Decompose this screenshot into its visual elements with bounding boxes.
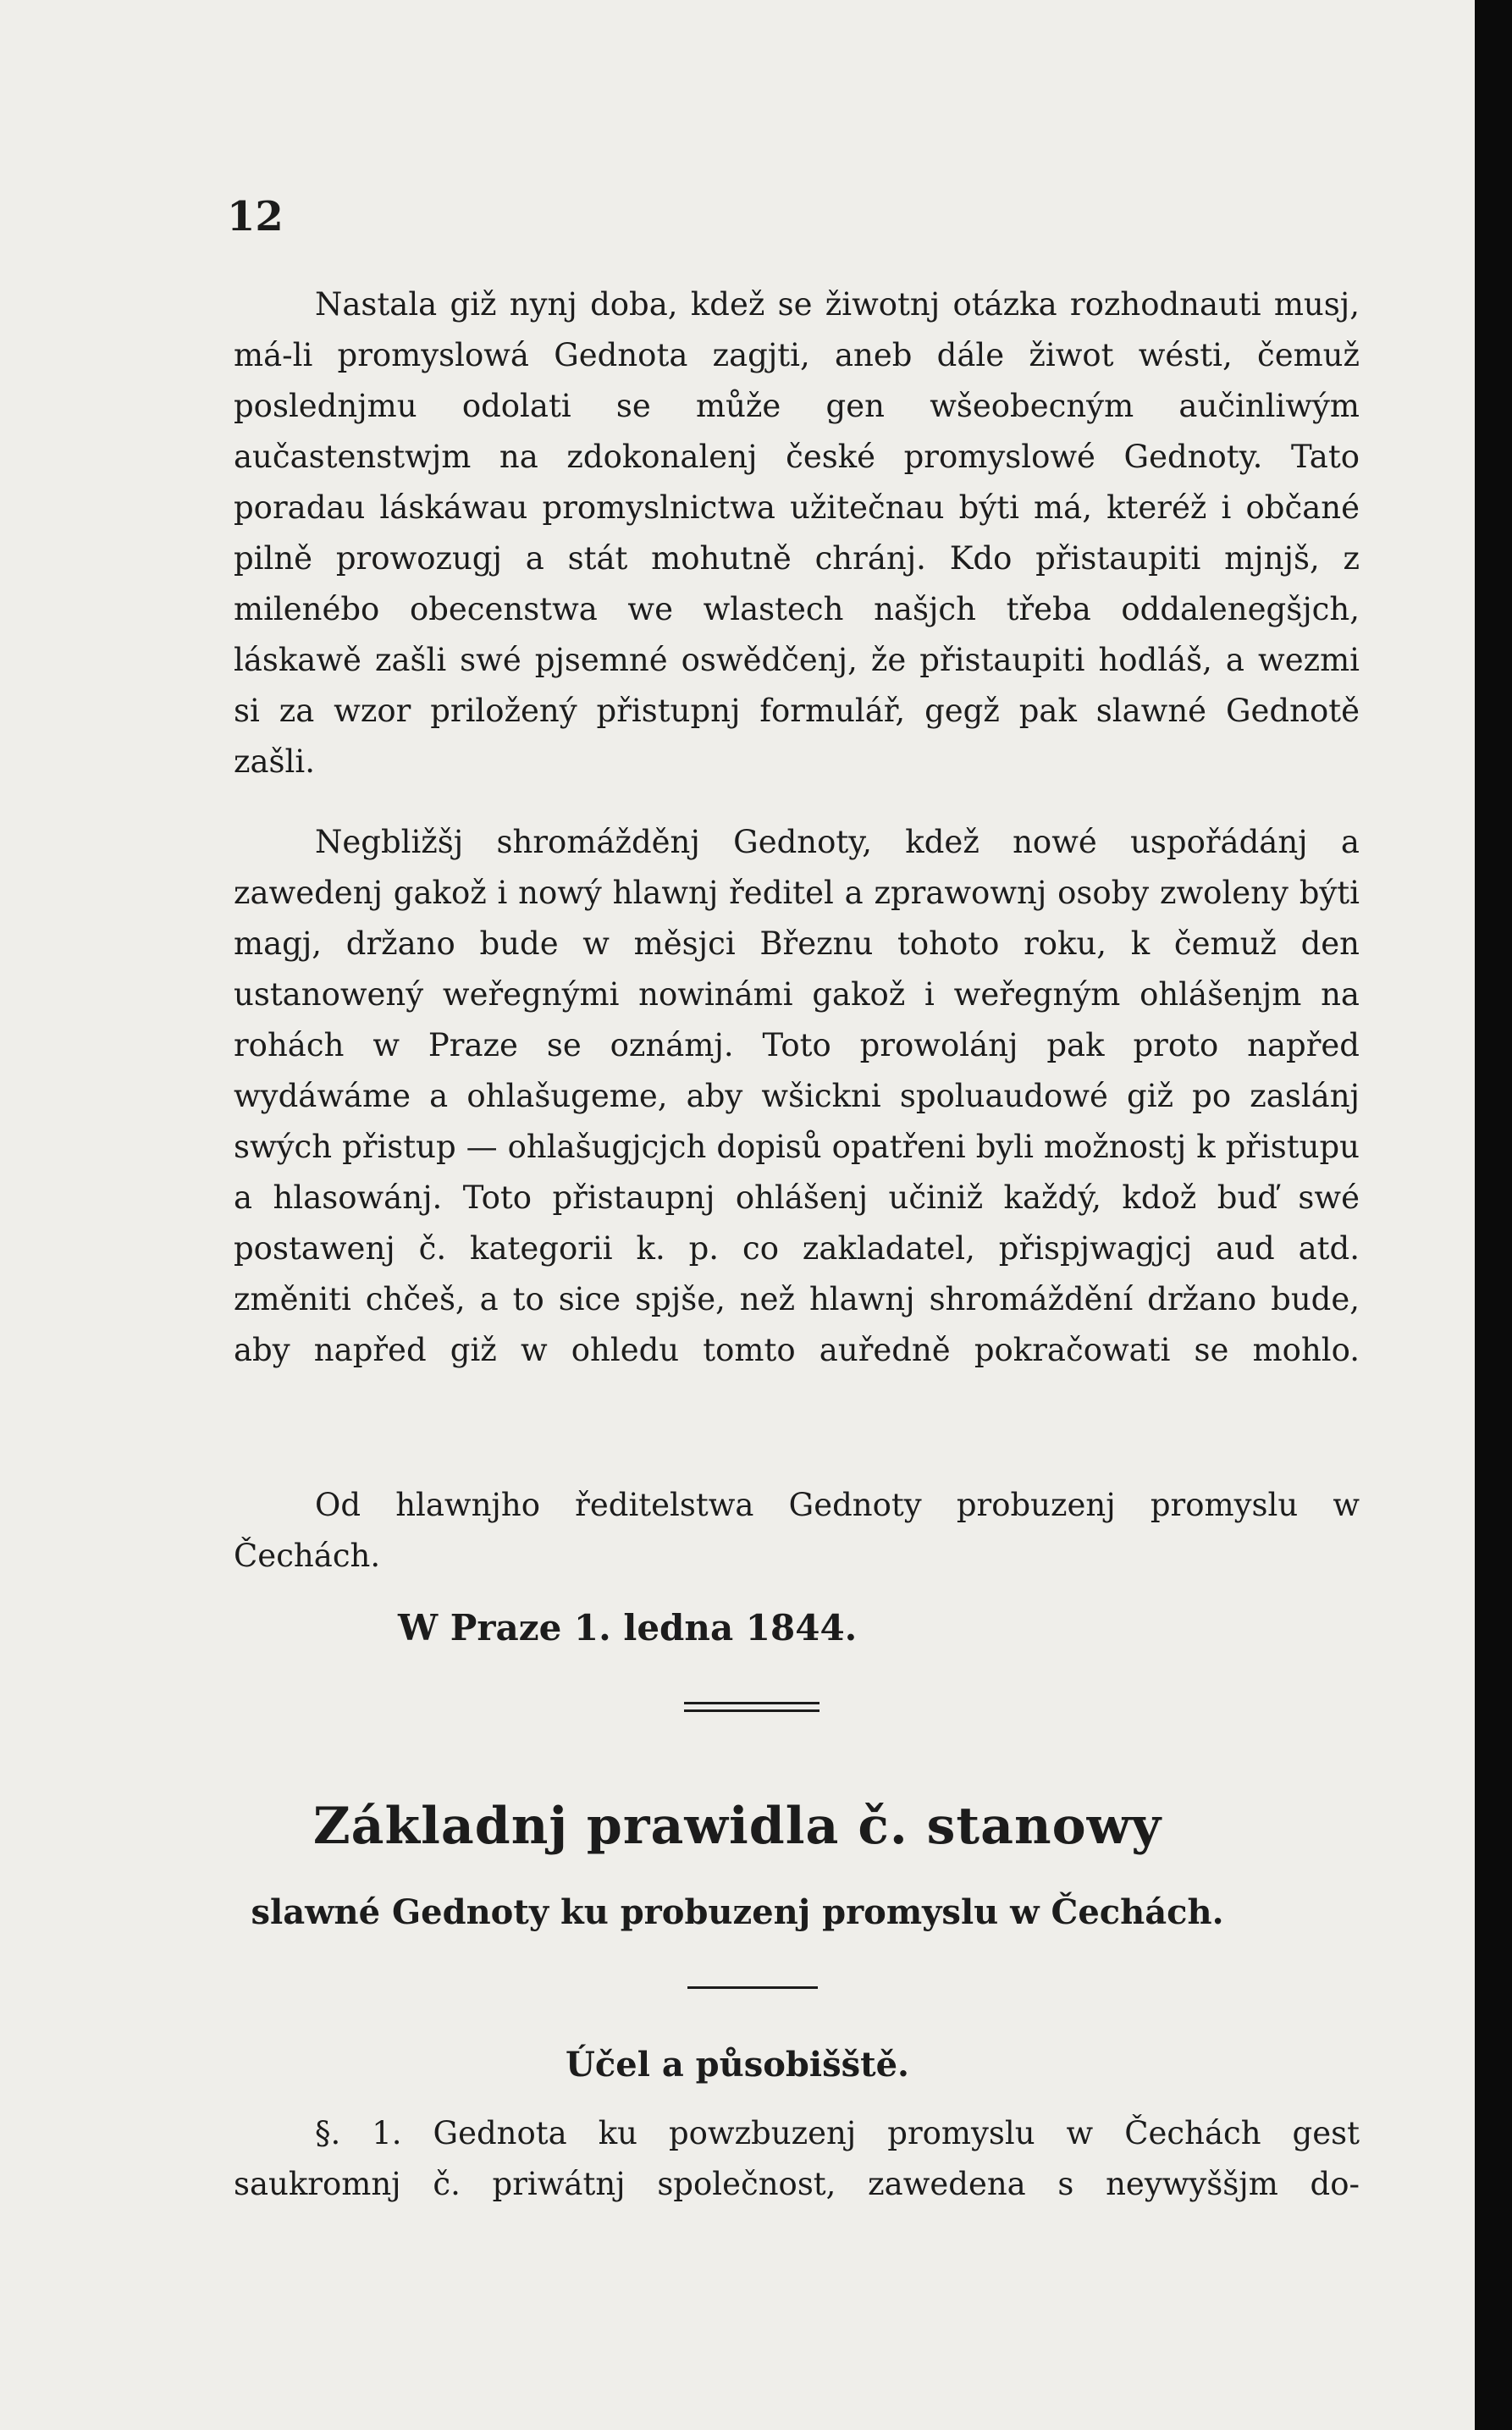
date-line: W Praze 1. ledna 1844. [398,1607,858,1649]
rules-title: Základnj prawidla č. stanowy [312,1797,1162,1856]
page-number: 12 [227,193,284,240]
scan-edge [1475,0,1512,2430]
signature-line: Od hlawnjho ředitelstwa Gednoty probuzenj promyslu w Čechách. [234,1487,1360,1574]
section-line-2: saukromnj č. priwátnj společnost, zawedena s neywyššjm do- [234,2166,1360,2202]
section-heading: Účel a působišště. [566,2045,909,2085]
section-paragraph [234,2108,1360,2210]
paragraph-2: Negbližšj shromážděnj Gednoty, kdež nowé uspořádánj a zawedenj gakož i nowý hlawnj ředitel a zprawownj osoby zwoleny býti magj, držano bude w měsjci Březnu tohoto roku, k čemuž den ustanowený weřegnými nowinámi gakož i weřegným ohlášenjm na rohách w Praze se oznámj. Toto prowolánj pak proto napřed wydáwáme a ohlašugeme, aby wšickni spoluaudowé giž po zaslánj swých přistup — ohlašugjcjch dopisů opatřeni byli možnostj k přistupu a hlasowánj. Toto přistaupnj ohlášenj učiniž každý, kdož buď swé postawenj č. kategorii k. p. co zakladatel, přispjwagjcj aud atd. změniti chčeš, a to sice spjše, než hlawnj shromáždění držano bude, aby napřed giž w ohledu tomto auředně pokračowati se mohlo. [234,824,1360,1368]
rules-subtitle: slawné Gednoty ku probuzenj promyslu w Čechách. [251,1892,1224,1932]
paragraph-1: Nastala giž nynj doba, kdež se žiwotnj otázka rozhodnauti musj, má-li promyslowá Gednota zagjti, aneb dále žiwot wésti, čemuž poslednjmu odolati se může gen wšeobecným aučinliwým aučastenstwjm na zdokonalenj české promyslowé Gednoty. Tato poradau láskáwau promyslnictwa užitečnau býti má, kteréž i občané pilně prowozugj a stát mohutně chránj. Kdo přistaupiti mjnjš, z milenébo obecenstwa we wlastech našjch třeba oddalenegšjch, láskawě zašli swé pjsemné oswědčenj, že přistaupiti hodláš, a wezmi si za wzor priložený přistupnj formulář, gegž pak slawné Gednotě zašli. [234,286,1360,780]
section-line-1: §. 1. Gednota ku powzbuzenj promyslu w Čechách gest [315,2115,1360,2151]
double-rule-divider [684,1702,819,1712]
single-rule-divider [687,1986,818,1989]
